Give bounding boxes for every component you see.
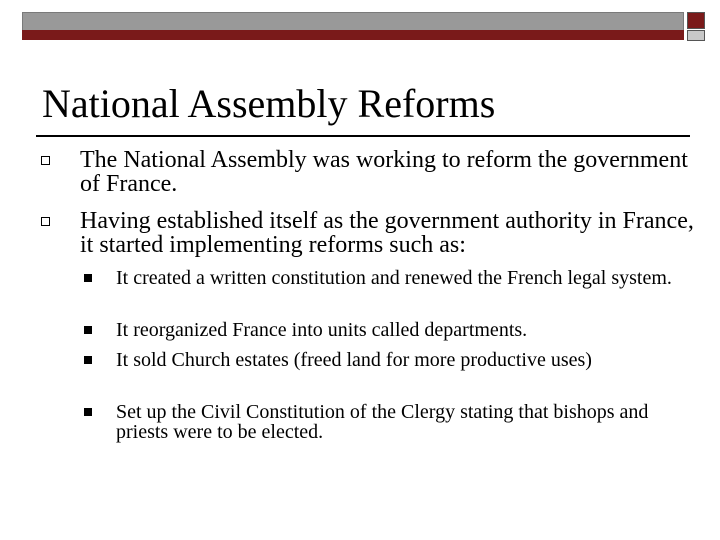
hollow-square-bullet-icon [41,217,50,226]
filled-square-bullet-icon [84,356,92,364]
sub-bullet-text: It created a written constitution and renewed the French legal system. [116,267,672,289]
filled-square-bullet-icon [84,326,92,334]
sub-bullet-item [116,350,676,370]
slide-title: National Assembly Reforms [42,81,496,126]
sub-bullet-item [116,402,676,442]
hollow-square-bullet-icon [41,156,50,165]
sub-bullet-item [116,268,676,288]
corner-square-bottom [687,30,705,41]
bullet-item [80,209,700,257]
sub-bullet-text: Set up the Civil Constitution of the Clergy stating that bishops and priests were to be elected. [116,401,649,443]
filled-square-bullet-icon [84,408,92,416]
title-divider [36,135,690,137]
bullet-text: Having established itself as the government authority in France, it started implementing reforms such as: [80,208,694,258]
filled-square-bullet-icon [84,274,92,282]
top-band-stripe [22,30,684,40]
bullet-item [80,148,700,196]
sub-bullet-text: It reorganized France into units called departments. [116,319,528,341]
bullet-text: The National Assembly was working to reform the government of France. [80,147,688,197]
sub-bullet-item [116,320,676,340]
corner-square-top [687,12,705,29]
sub-bullet-text: It sold Church estates (freed land for more productive uses) [116,349,592,371]
